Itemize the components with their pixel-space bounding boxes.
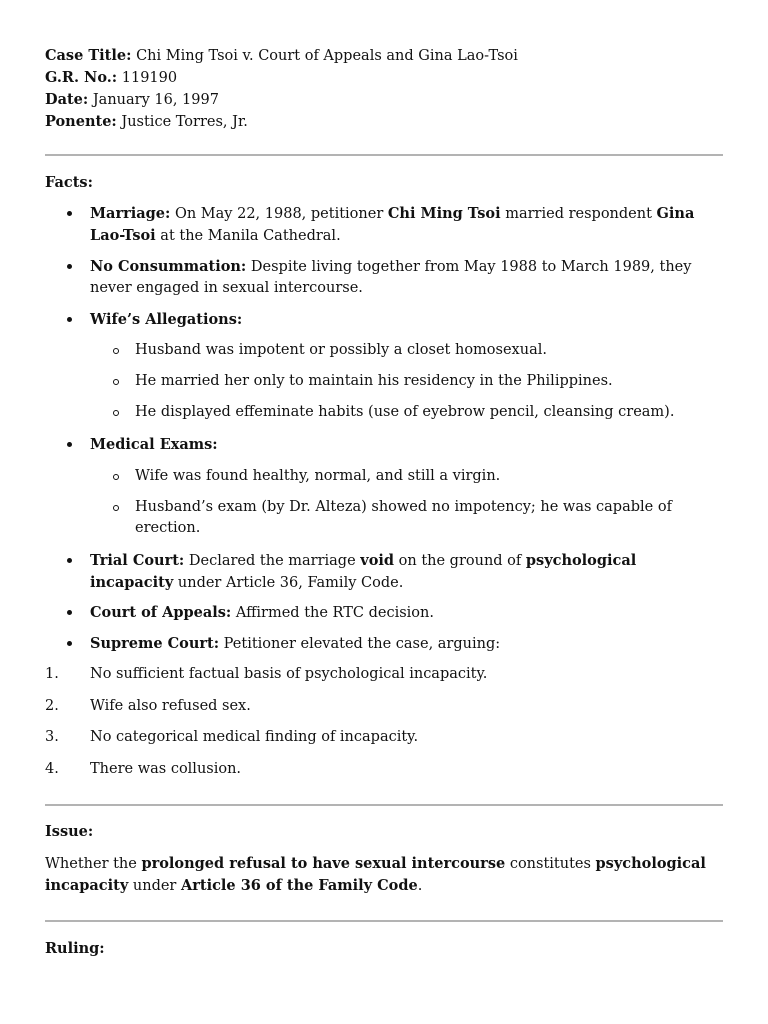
fact-supreme-court — [90, 633, 724, 655]
respondent-name: Gina Lao-Tsoi — [90, 205, 695, 244]
divider-3 — [45, 920, 723, 922]
argument-text: There was collusion. — [90, 761, 242, 777]
argument-number: 4. — [45, 761, 59, 777]
issue-text — [45, 853, 725, 897]
medical-item: Wife was found healthy, normal, and still a virgin. — [135, 468, 501, 484]
issue-bold-1: prolonged refusal to have sexual intercourse — [141, 855, 506, 872]
marriage-label: Marriage: — [90, 205, 171, 222]
trial-bold-2: psychological incapacity — [90, 552, 637, 591]
issue-text-4: . — [417, 878, 423, 894]
allegation-item: He displayed effeminate habits (use of eyebrow pencil, cleansing cream). — [135, 404, 675, 420]
divider-2 — [45, 804, 723, 806]
facts-heading: Facts: — [45, 174, 93, 191]
allegation-item: He married her only to maintain his residency in the Philippines. — [135, 373, 613, 389]
petitioner-name: Chi Ming Tsoi — [387, 205, 501, 222]
issue-bold-2: psychological incapacity — [45, 855, 706, 894]
issue-text-1: Whether the — [45, 856, 142, 872]
appeals-label: Court of Appeals: — [90, 604, 232, 621]
supreme-label: Supreme Court: — [90, 635, 220, 652]
medical-label: Medical Exams: — [90, 436, 218, 453]
trial-text-2: on the ground of — [394, 553, 526, 569]
argument-number: 3. — [45, 729, 59, 745]
allegations-label: Wife’s Allegations: — [90, 311, 243, 328]
fact-consummation — [90, 256, 724, 299]
ponente-value: Justice Torres, Jr. — [121, 114, 248, 130]
ruling-heading: Ruling: — [45, 940, 105, 957]
fact-medical — [90, 434, 724, 456]
marriage-text-2: married respondent — [500, 206, 657, 222]
date-label: Date: — [45, 91, 89, 108]
trial-label: Trial Court: — [90, 552, 185, 569]
issue-heading: Issue: — [45, 823, 94, 840]
argument-text: No sufficient factual basis of psychological incapacity. — [90, 666, 488, 682]
ponente-line — [45, 111, 725, 133]
consummation-text: Despite living together from May 1988 to March 1989, they never engaged in sexual intercourse. — [90, 259, 692, 296]
trial-text-3: under Article 36, Family Code. — [173, 575, 404, 591]
divider-1 — [45, 154, 723, 156]
fact-marriage — [90, 203, 724, 247]
consummation-label: No Consummation: — [90, 258, 247, 275]
gr-number-label: G.R. No.: — [45, 69, 118, 86]
trial-text-1: Declared the marriage — [184, 553, 361, 569]
gr-number: 119190 — [121, 70, 178, 86]
argument-number: 2. — [45, 698, 59, 714]
ponente-label: Ponente: — [45, 113, 117, 130]
medical-item: Husband’s exam (by Dr. Alteza) showed no impotency; he was capable of erection. — [135, 499, 672, 536]
fact-allegations — [90, 309, 724, 331]
issue-bold-3: Article 36 of the Family Code — [180, 877, 418, 894]
case-title-label: Case Title: — [45, 47, 132, 64]
case-header — [45, 45, 725, 133]
trial-bold-1: void — [360, 552, 395, 569]
argument-text: Wife also refused sex. — [90, 698, 251, 714]
allegation-item: Husband was impotent or possibly a closet homosexual. — [135, 342, 547, 358]
issue-text-3: under — [128, 878, 181, 894]
marriage-text-3: at the Manila Cathedral. — [155, 228, 341, 244]
marriage-text-1: On May 22, 1988, petitioner — [170, 206, 388, 222]
date-line — [45, 89, 725, 111]
appeals-text: Affirmed the RTC decision. — [231, 605, 434, 621]
fact-court-of-appeals — [90, 602, 724, 624]
gr-number-line — [45, 67, 725, 89]
case-title: Chi Ming Tsoi v. Court of Appeals and Gina Lao-Tsoi — [136, 48, 518, 64]
argument-number: 1. — [45, 666, 59, 682]
date-value: January 16, 1997 — [92, 92, 219, 108]
issue-text-2: constitutes — [505, 856, 596, 872]
argument-text: No categorical medical finding of incapacity. — [90, 729, 419, 745]
fact-trial-court — [90, 550, 724, 594]
case-title-line — [45, 45, 725, 67]
supreme-text: Petitioner elevated the case, arguing: — [219, 636, 501, 652]
